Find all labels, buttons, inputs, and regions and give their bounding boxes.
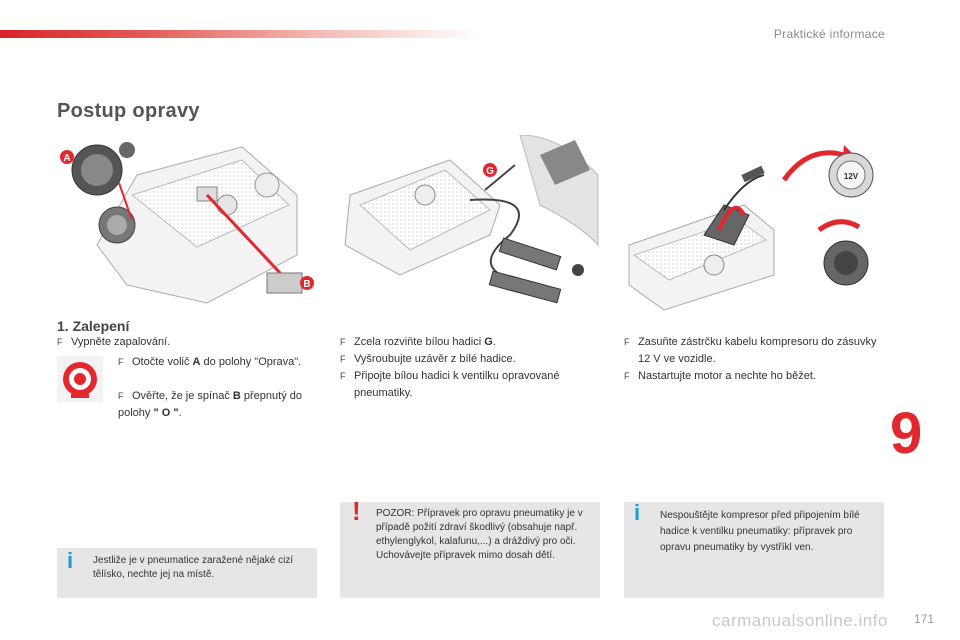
bullet-icon: F bbox=[340, 337, 346, 347]
col1-item-2: F Otočte volič A do polohy "Oprava". bbox=[118, 354, 318, 371]
bullet-icon: F bbox=[624, 371, 630, 381]
col3-list bbox=[624, 334, 884, 385]
col2-item-1: F Zcela rozviňte bílou hadici G. bbox=[340, 334, 600, 351]
info-icon: i bbox=[67, 548, 74, 573]
socket-12v-label: 12V bbox=[843, 172, 859, 181]
bullet-icon: F bbox=[340, 354, 346, 364]
page-title: Postup opravy bbox=[57, 100, 200, 122]
col3-item-2: F Nastartujte motor a nechte ho běžet. bbox=[624, 368, 884, 385]
bullet-icon: F bbox=[624, 337, 630, 347]
bullet-icon: F bbox=[340, 371, 346, 381]
warning-icon: ! bbox=[352, 496, 361, 526]
info-note-compressor: i Nespouštějte kompresor před připojením bílé hadice k ventilku pneumatiky: přípravek pro opravu pneumatiky by vystříkl ven. bbox=[624, 502, 884, 598]
section-title: 1. Zalepení bbox=[57, 318, 130, 334]
chapter-number: 9 bbox=[890, 401, 923, 466]
bullet-icon: F bbox=[118, 357, 124, 367]
warning-note-chemicals: ! POZOR: Přípravek pro opravu pneumatiky je v případě požití zdraví škodlivý (obsahuje např. ethylenglykol, kalafunu,...) a dráždivý pro oči. Uchovávejte přípravek mimo dosah dětí. bbox=[340, 502, 600, 598]
col2-item-3: F Připojte bílou hadici k ventilku opravované pneumatiky. bbox=[340, 368, 600, 402]
illustration-hose-connection bbox=[340, 135, 600, 312]
col3-item-1: F Zasuňte zástrčku kabelu kompresoru do zásuvky 12 V ve vozidle. bbox=[624, 334, 884, 368]
illustration-12v-socket bbox=[624, 135, 884, 312]
header-accent-bar bbox=[0, 30, 480, 38]
label-g: G bbox=[486, 166, 494, 177]
bullet-icon: F bbox=[57, 337, 63, 347]
illustration-compressor-selector bbox=[57, 135, 317, 312]
info-note-foreign-object: i Jestliže je v pneumatice zaražené nějaké cizí tělísko, nechte jej na místě. bbox=[57, 548, 317, 598]
col1-item-1: F Vypněte zapalování. bbox=[57, 334, 317, 351]
label-a: A bbox=[63, 153, 71, 164]
label-b: B bbox=[303, 279, 311, 290]
info-icon: i bbox=[634, 500, 641, 525]
repair-selector-icon bbox=[57, 356, 103, 402]
page-number: 171 bbox=[914, 612, 935, 626]
col1-item-3: F Ověřte, že je spínač B přepnutý do polohy " O ". bbox=[118, 390, 302, 419]
watermark: carmanualsonline.info bbox=[712, 611, 888, 630]
header-section-title: Praktické informace bbox=[773, 27, 885, 41]
col2-item-2: F Vyšroubujte uzávěr z bílé hadice. bbox=[340, 351, 600, 368]
bullet-icon: F bbox=[118, 391, 124, 401]
col2-list bbox=[340, 334, 600, 402]
